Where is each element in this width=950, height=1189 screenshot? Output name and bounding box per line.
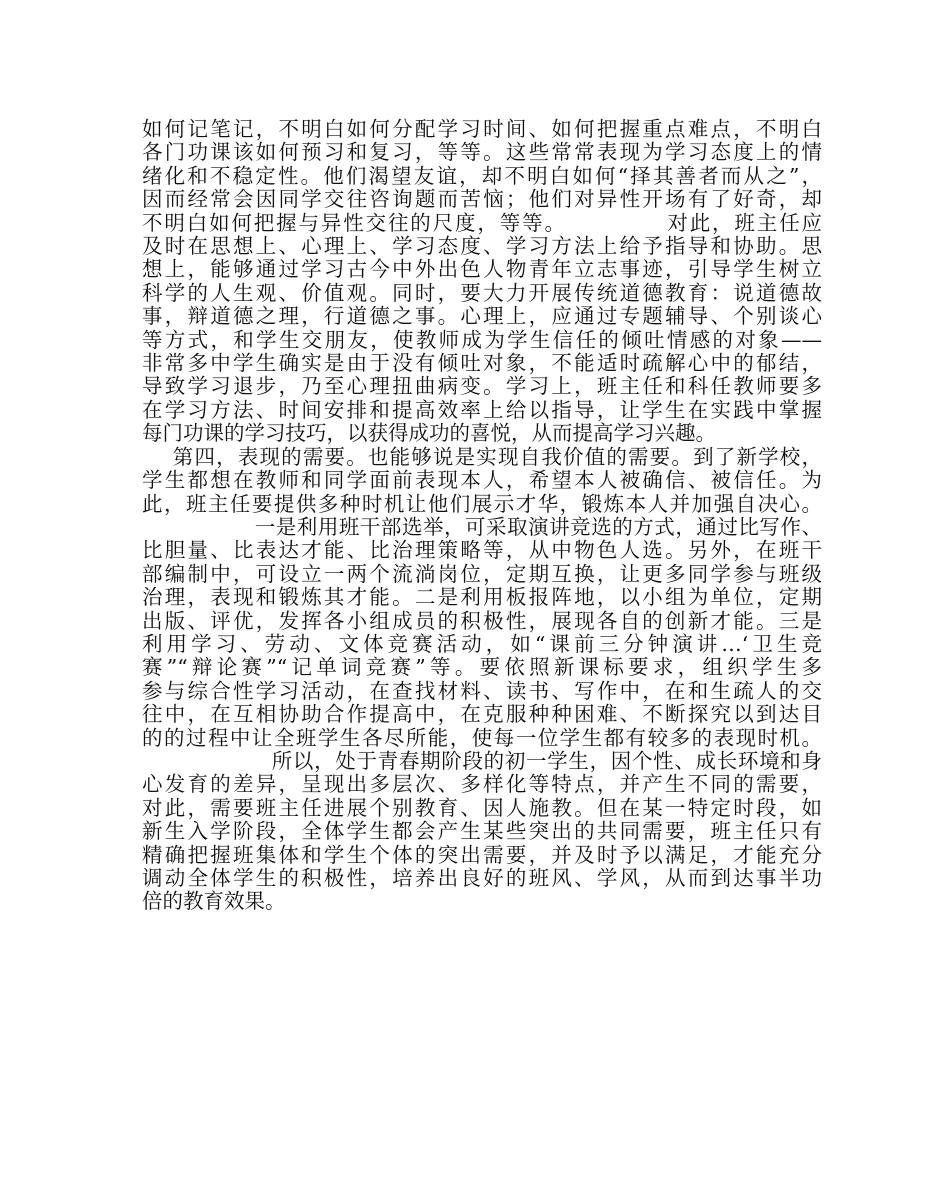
text-line: 往中，在互相协助合作提高中，在克服种种困难、不断探究以到达目 [142,702,822,727]
text-line: 事，辩道德之理，行道德之事。心理上，应通过专题辅导、个别谈心 [142,304,822,329]
text-line: 第四，表现的需要。也能够说是实现自我价值的需要。到了新学校， [142,444,822,469]
text-line: 的的过程中让全班学生各尽所能，使每一位学生都有较多的表现时机。 [142,725,822,750]
text-line: 治理，表现和锻炼其才能。二是利用板报阵地，以小组为单位，定期 [142,585,822,610]
text-line: 参与综合性学习活动，在查找材料、读书、写作中，在和生疏人的交 [142,678,822,703]
text-line: 对此，需要班主任进展个别教育、因人施教。但在某一特定时段，如 [142,795,822,820]
text-line: 倍的教育效果。 [142,889,286,914]
text-line: 各门功课该如何预习和复习，等等。这些常常表现为学习态度上的情 [142,140,822,165]
text-line: 部编制中，可设立一两个流淌岗位，定期互换，让更多同学参与班级 [142,561,822,586]
text-line: 此，班主任要提供多种时机让他们展示才华，锻炼本人并加强自决心。 [142,491,822,516]
text-line: 心发育的差异，呈现出多层次、多样化等特点，并产生不同的需要， [142,772,822,797]
text-line: 学生都想在教师和同学面前表现本人，希望本人被确信、被信任。为 [142,468,822,493]
text-line: 绪化和不稳定性。他们渴望友谊，却不明白如何“择其善者而从之”， [142,163,822,188]
text-line: 新生入学阶段，全体学生都会产生某些突出的共同需要，班主任只有 [142,819,822,844]
text-line: 每门功课的学习技巧，以获得成功的喜悦，从而提高学习兴趣。 [142,421,716,446]
text-line: 一是利用班干部选举，可采取演讲竞选的方式，通过比写作、 [142,514,822,539]
text-line: 因而经常会因同学交往咨询题而苦恼；他们对异性开场有了好奇，却 [142,187,822,212]
text-line: 出版、评优，发挥各小组成员的积极性，展现各自的创新才能。三是 [142,608,822,633]
body-text [142,118,822,914]
text-line: 所以，处于青春期阶段的初一学生，因个性、成长环境和身 [142,748,822,773]
text-line: 不明白如何把握与异性交往的尺度，等等。 对此，班主任应 [142,210,822,235]
text-line: 在学习方法、时间安排和提高效率上给以指导，让学生在实践中掌握 [142,397,822,422]
text-line: 调动全体学生的积极性，培养出良好的班风、学风，从而到达事半功 [142,866,822,890]
text-line: 精确把握班集体和学生个体的突出需要，并及时予以满足，才能充分 [142,842,822,867]
text-line: 科学的人生观、价值观。同时，要大力开展传统道德教育：说道德故 [142,280,822,305]
text-line: 导致学习退步，乃至心理扭曲病变。学习上，班主任和科任教师要多 [142,374,822,399]
text-line: 非常多中学生确实是由于没有倾吐对象，不能适时疏解心中的郁结， [142,351,822,376]
text-line: 如何记笔记，不明白如何分配学习时间、如何把握重点难点，不明白 [142,117,822,141]
text-line: 赛”“辩论赛”“记单词竞赛”等。要依照新课标要求，组织学生多 [142,655,822,680]
text-line: 等方式，和学生交朋友，使教师成为学生信任的倾吐情感的对象—— [142,327,822,352]
text-line: 利用学习、劳动、文体竞赛活动，如“课前三分钟演讲…‘卫生竞 [142,631,822,656]
text-line: 比胆量、比表达才能、比治理策略等，从中物色人选。另外，在班干 [142,538,822,563]
text-line: 及时在思想上、心理上、学习态度、学习方法上给予指导和协助。思 [142,234,822,259]
text-line: 想上，能够通过学习古今中外出色人物青年立志事迹，引导学生树立 [142,257,822,282]
